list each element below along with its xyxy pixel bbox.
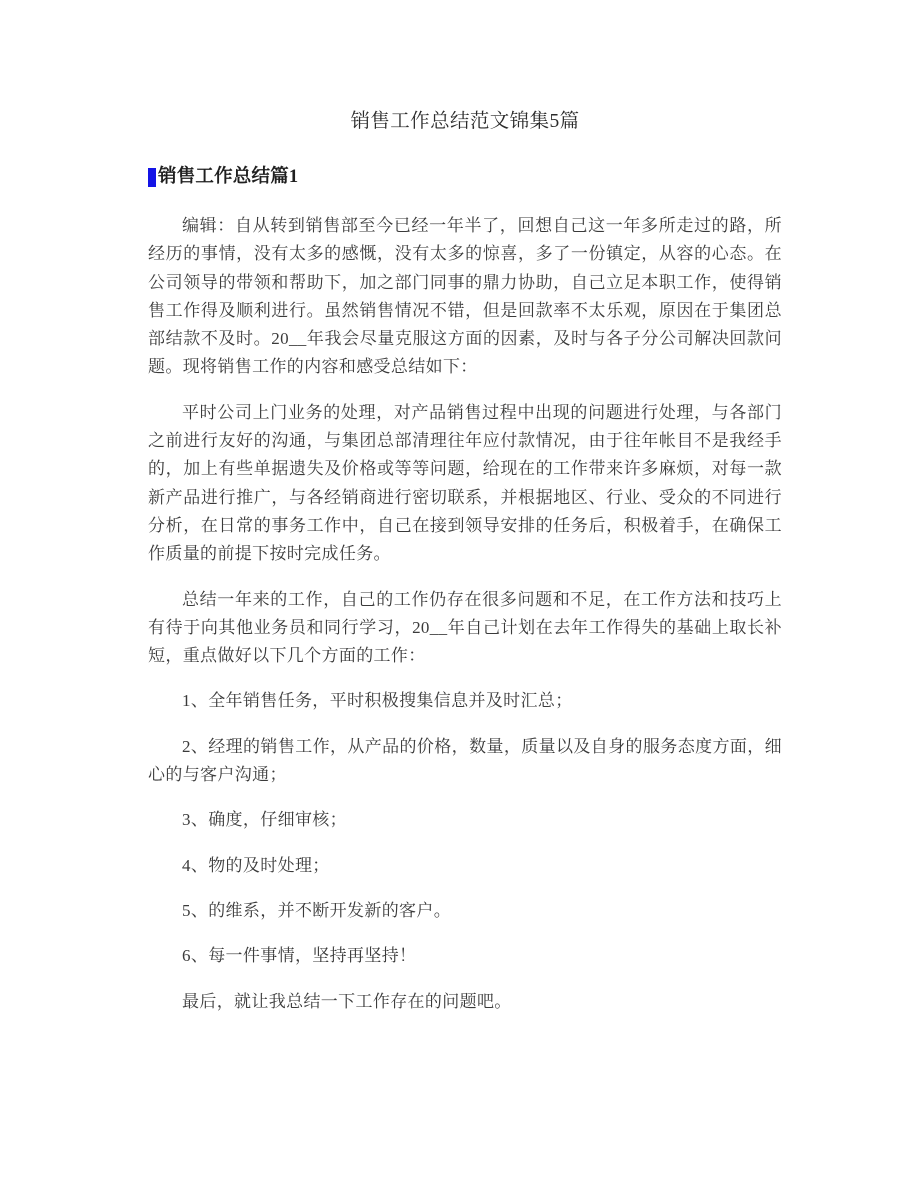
list-item: 1、全年销售任务，平时积极搜集信息并及时汇总； xyxy=(182,691,573,711)
section-heading xyxy=(148,136,782,190)
list-item: 5、的维系，并不断开发新的客户。 xyxy=(182,900,452,920)
paragraph: 平时公司上门业务的处理，对产品销售过程中出现的问题进行处理，与各部门之前进行友好的沟通，与集团总部清理往年应付款情况，由于往年帐目不是我经手的，加上有些单据遗失及价格或等等问题，给现在的工作带来许多麻烦，对每一款新产品进行推广，与各经销商进行密切联系，并根据地区、行业、受众的不同进行分析，在日常的事务工作中，自己在接到领导安排的任务后，积极着手，在确保工作质量的前提下按时完成任务。 xyxy=(148,402,782,564)
document-body xyxy=(148,0,782,1016)
list-item: 4、物的及时处理； xyxy=(182,855,330,875)
list-item: 6、每一件事情，坚持再坚持！ xyxy=(182,946,417,966)
list-item: 2、经理的销售工作，从产品的价格，数量，质量以及自身的服务态度方面，细心的与客户沟通； xyxy=(148,736,782,785)
section-heading-label: 销售工作总结篇1 xyxy=(158,167,299,187)
closing-paragraph: 最后，就让我总结一下工作存在的问题吧。 xyxy=(182,991,512,1011)
paragraph: 总结一年来的工作，自己的工作仍存在很多问题和不足，在工作方法和技巧上有待于向其他业务员和同行学习，20__年自己计划在去年工作得失的基础上取长补短，重点做好以下几个方面的工作： xyxy=(148,589,782,666)
paragraph: 编辑：自从转到销售部至今已经一年半了，回想自己这一年多所走过的路，所经历的事情，没有太多的感慨，没有太多的惊喜，多了一份镇定，从容的心态。在公司领导的带领和帮助下，加之部门同事的鼎力协助，自己立足本职工作，使得销售工作得及顺利进行。虽然销售情况不错，但是回款率不太乐观，原因在于集团总部结款不及时。20__年我会尽量克服这方面的因素，及时与各子分公司解决回款问题。现将销售工作的内容和感受总结如下： xyxy=(148,216,782,377)
heading-marker-icon xyxy=(148,168,156,187)
page-title: 销售工作总结范文锦集5篇 xyxy=(350,111,580,132)
list-item: 3、确度，仔细审核； xyxy=(182,810,347,830)
